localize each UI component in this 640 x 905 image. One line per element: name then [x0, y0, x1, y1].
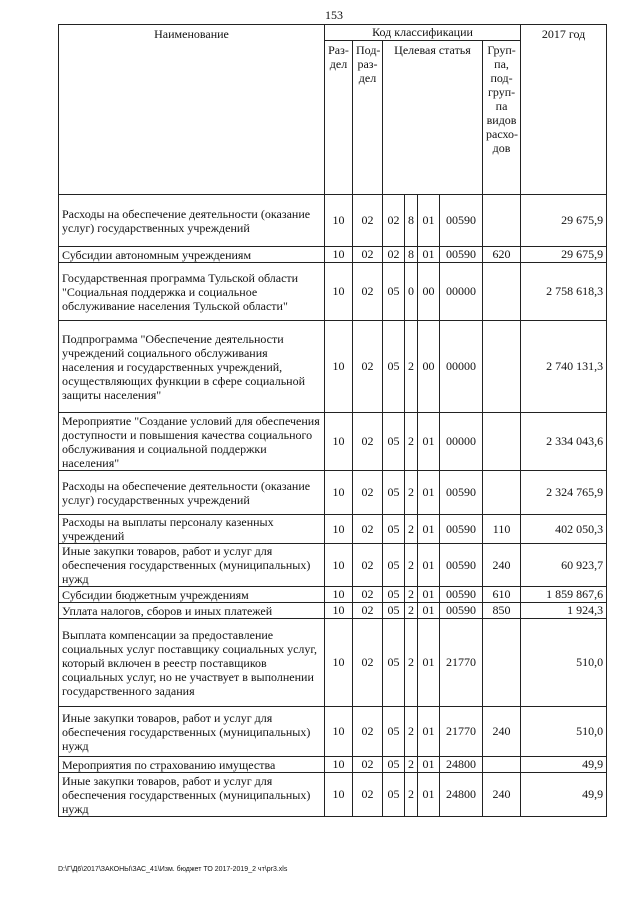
razdel-cell: 10	[325, 471, 353, 515]
podrazdel-cell: 02	[353, 587, 383, 603]
podrazdel-cell: 02	[353, 707, 383, 757]
target-part-2: 8	[405, 195, 418, 247]
group-cell	[483, 619, 521, 707]
podrazdel-cell: 02	[353, 195, 383, 247]
amount-cell: 2 334 043,6	[521, 413, 607, 471]
amount-cell: 510,0	[521, 619, 607, 707]
podrazdel-cell: 02	[353, 247, 383, 263]
podrazdel-cell: 02	[353, 619, 383, 707]
row-name: Подпрограмма "Обеспечение деятельности учреждений социального обслуживания населения и государственных учреждений, осуществляющих функции в сфере социальной защиты населения"	[59, 321, 325, 413]
table-row	[59, 471, 607, 515]
group-cell: 620	[483, 247, 521, 263]
razdel-cell: 10	[325, 515, 353, 544]
group-cell: 240	[483, 544, 521, 587]
header-code: Код классификации	[325, 25, 521, 41]
target-part-1: 02	[383, 247, 405, 263]
target-code: 00590	[440, 515, 483, 544]
target-part-3: 01	[418, 413, 440, 471]
target-part-2: 2	[405, 603, 418, 619]
table-row	[59, 263, 607, 321]
row-name: Расходы на выплаты персоналу казенных учреждений	[59, 515, 325, 544]
budget-table	[58, 24, 607, 817]
target-part-2: 8	[405, 247, 418, 263]
target-part-3: 01	[418, 707, 440, 757]
target-part-3: 01	[418, 773, 440, 817]
target-code: 00590	[440, 247, 483, 263]
podrazdel-cell: 02	[353, 471, 383, 515]
row-name: Государственная программа Тульской области "Социальная поддержка и социальное обслуживание населения Тульской области"	[59, 263, 325, 321]
amount-cell: 2 758 618,3	[521, 263, 607, 321]
table-row	[59, 619, 607, 707]
group-cell	[483, 471, 521, 515]
table-row	[59, 587, 607, 603]
target-part-1: 05	[383, 515, 405, 544]
amount-cell: 2 324 765,9	[521, 471, 607, 515]
target-part-1: 05	[383, 587, 405, 603]
group-cell	[483, 263, 521, 321]
group-cell: 110	[483, 515, 521, 544]
header-name: Наименование	[59, 25, 325, 195]
file-path-footer: D:\Г\Д6\2017\ЗАКОНЫ\ЗАС_41\Изм. бюджет ТО 2017-2019_2 чт\pr3.xls	[58, 866, 288, 873]
amount-cell: 60 923,7	[521, 544, 607, 587]
table-row	[59, 603, 607, 619]
target-part-3: 01	[418, 587, 440, 603]
target-code: 00590	[440, 195, 483, 247]
target-part-1: 05	[383, 603, 405, 619]
group-cell	[483, 757, 521, 773]
amount-cell: 29 675,9	[521, 247, 607, 263]
podrazdel-cell: 02	[353, 321, 383, 413]
target-part-2: 2	[405, 544, 418, 587]
group-cell: 240	[483, 773, 521, 817]
table-row	[59, 515, 607, 544]
target-part-3: 01	[418, 544, 440, 587]
amount-cell: 29 675,9	[521, 195, 607, 247]
podrazdel-cell: 02	[353, 757, 383, 773]
table-row	[59, 195, 607, 247]
target-part-1: 05	[383, 321, 405, 413]
target-code: 00590	[440, 603, 483, 619]
target-part-3: 01	[418, 247, 440, 263]
amount-cell: 1 859 867,6	[521, 587, 607, 603]
target-part-2: 2	[405, 321, 418, 413]
row-name: Иные закупки товаров, работ и услуг для обеспечения государственных (муниципальных) нужд	[59, 773, 325, 817]
amount-cell: 49,9	[521, 773, 607, 817]
target-code: 00590	[440, 587, 483, 603]
table-row	[59, 321, 607, 413]
header-podrazdel: Под- раз- дел	[353, 41, 383, 195]
page-number: 153	[325, 8, 343, 22]
target-part-3: 01	[418, 603, 440, 619]
target-code: 00590	[440, 544, 483, 587]
target-part-1: 05	[383, 707, 405, 757]
podrazdel-cell: 02	[353, 603, 383, 619]
target-part-2: 2	[405, 515, 418, 544]
target-part-1: 05	[383, 773, 405, 817]
amount-cell: 510,0	[521, 707, 607, 757]
target-part-1: 05	[383, 544, 405, 587]
target-code: 21770	[440, 707, 483, 757]
row-name: Расходы на обеспечение деятельности (оказание услуг) государственных учреждений	[59, 195, 325, 247]
table-row	[59, 413, 607, 471]
group-cell	[483, 413, 521, 471]
table-row	[59, 247, 607, 263]
group-cell: 240	[483, 707, 521, 757]
razdel-cell: 10	[325, 757, 353, 773]
target-part-3: 00	[418, 263, 440, 321]
target-part-2: 2	[405, 707, 418, 757]
target-part-1: 02	[383, 195, 405, 247]
header-razdel: Раз- дел	[325, 41, 353, 195]
target-code: 24800	[440, 773, 483, 817]
target-part-2: 2	[405, 619, 418, 707]
target-part-3: 01	[418, 619, 440, 707]
row-name: Выплата компенсации за предоставление социальных услуг поставщику социальных услуг, который включен в реестр поставщиков социальных услуг, но не участвует в выполнении государственного задания	[59, 619, 325, 707]
target-code: 24800	[440, 757, 483, 773]
header-target: Целевая статья	[383, 41, 483, 195]
target-part-2: 2	[405, 773, 418, 817]
target-code: 21770	[440, 619, 483, 707]
razdel-cell: 10	[325, 321, 353, 413]
razdel-cell: 10	[325, 413, 353, 471]
target-part-3: 01	[418, 471, 440, 515]
row-name: Иные закупки товаров, работ и услуг для обеспечения государственных (муниципальных) нужд	[59, 544, 325, 587]
table-row	[59, 707, 607, 757]
razdel-cell: 10	[325, 247, 353, 263]
razdel-cell: 10	[325, 707, 353, 757]
podrazdel-cell: 02	[353, 773, 383, 817]
podrazdel-cell: 02	[353, 544, 383, 587]
table-row	[59, 757, 607, 773]
target-part-1: 05	[383, 413, 405, 471]
group-cell	[483, 321, 521, 413]
razdel-cell: 10	[325, 619, 353, 707]
target-part-1: 05	[383, 619, 405, 707]
header-year: 2017 год	[521, 25, 607, 195]
podrazdel-cell: 02	[353, 515, 383, 544]
amount-cell: 2 740 131,3	[521, 321, 607, 413]
row-name: Уплата налогов, сборов и иных платежей	[59, 603, 325, 619]
row-name: Мероприятия по страхованию имущества	[59, 757, 325, 773]
row-name: Субсидии автономным учреждениям	[59, 247, 325, 263]
target-part-3: 01	[418, 195, 440, 247]
podrazdel-cell: 02	[353, 263, 383, 321]
target-part-1: 05	[383, 471, 405, 515]
razdel-cell: 10	[325, 603, 353, 619]
amount-cell: 1 924,3	[521, 603, 607, 619]
razdel-cell: 10	[325, 195, 353, 247]
target-part-2: 2	[405, 757, 418, 773]
group-cell	[483, 195, 521, 247]
target-part-2: 2	[405, 587, 418, 603]
row-name: Иные закупки товаров, работ и услуг для обеспечения государственных (муниципальных) нужд	[59, 707, 325, 757]
razdel-cell: 10	[325, 773, 353, 817]
target-part-2: 2	[405, 471, 418, 515]
target-part-1: 05	[383, 263, 405, 321]
amount-cell: 49,9	[521, 757, 607, 773]
row-name: Расходы на обеспечение деятельности (оказание услуг) государственных учреждений	[59, 471, 325, 515]
group-cell: 850	[483, 603, 521, 619]
target-part-2: 0	[405, 263, 418, 321]
table-row	[59, 773, 607, 817]
row-name: Субсидии бюджетным учреждениям	[59, 587, 325, 603]
amount-cell: 402 050,3	[521, 515, 607, 544]
target-code: 00000	[440, 413, 483, 471]
target-code: 00590	[440, 471, 483, 515]
target-part-1: 05	[383, 757, 405, 773]
header-group: Груп- па, под- груп- па видов расхо- дов	[483, 41, 521, 195]
target-code: 00000	[440, 263, 483, 321]
razdel-cell: 10	[325, 263, 353, 321]
razdel-cell: 10	[325, 587, 353, 603]
podrazdel-cell: 02	[353, 413, 383, 471]
target-part-3: 01	[418, 757, 440, 773]
table-row	[59, 544, 607, 587]
target-part-3: 01	[418, 515, 440, 544]
target-code: 00000	[440, 321, 483, 413]
row-name: Мероприятие "Создание условий для обеспечения доступности и повышения качества социального обслуживания и социальной поддержки населения"	[59, 413, 325, 471]
razdel-cell: 10	[325, 544, 353, 587]
target-part-2: 2	[405, 413, 418, 471]
target-part-3: 00	[418, 321, 440, 413]
group-cell: 610	[483, 587, 521, 603]
